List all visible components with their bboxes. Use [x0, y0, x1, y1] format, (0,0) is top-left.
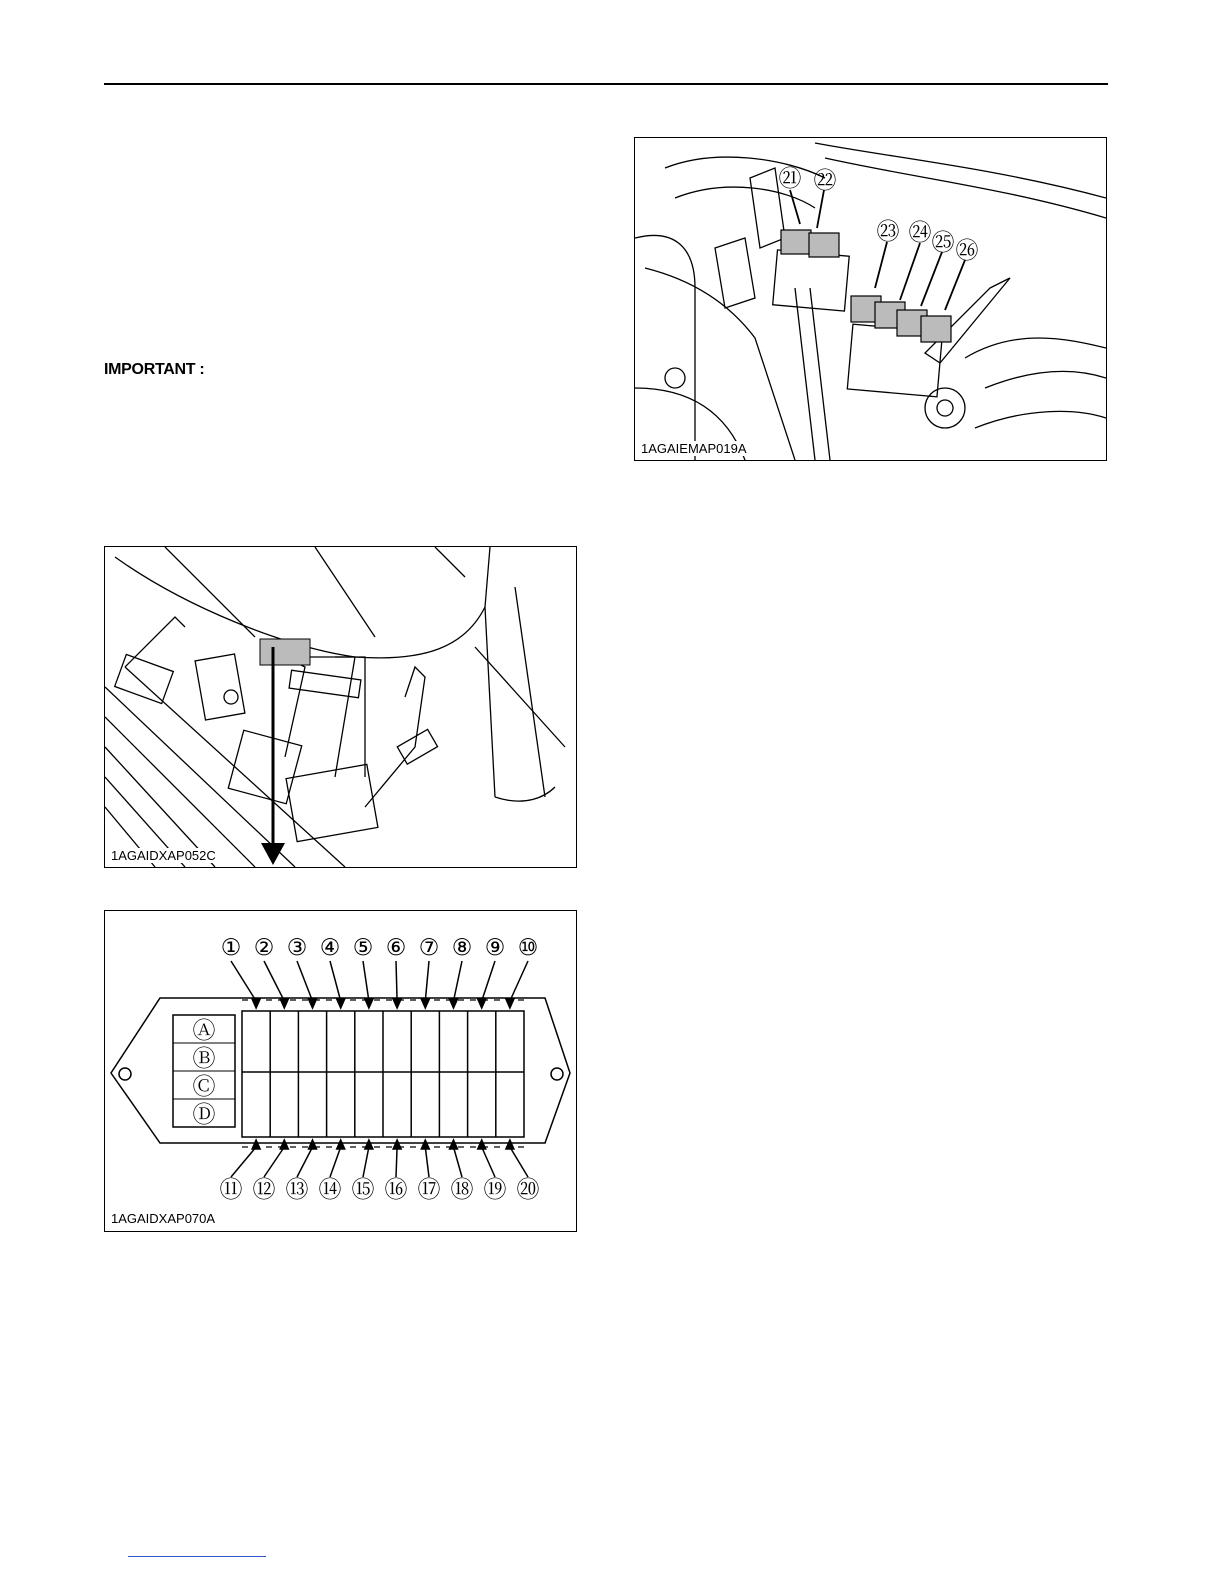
fuse-number-5: ⑤ [352, 935, 374, 961]
fuse-number-20: ⑳ [516, 1177, 540, 1203]
fuse-number-18: ⑱ [450, 1177, 474, 1203]
fuse-arrow-bottom [482, 1147, 495, 1177]
row-letter-b: Ⓑ [192, 1046, 216, 1072]
fuse-arrow-bottom [231, 1147, 256, 1177]
figure-pedal-area [104, 546, 577, 868]
fuse-number-14: ⑭ [318, 1177, 342, 1203]
fuse-box-diagram [105, 911, 576, 1231]
fuse-arrowhead-bottom [365, 1140, 373, 1149]
fuse-number-8: ⑧ [451, 935, 473, 961]
fuse-arrow-bottom [264, 1147, 284, 1177]
fuse-number-11: ⑪ [219, 1177, 243, 1203]
fuse-arrowhead-bottom [478, 1140, 486, 1149]
fuse-number-13: ⑬ [285, 1177, 309, 1203]
fuse-number-2: ② [253, 935, 275, 961]
fuse-arrow-top [510, 961, 528, 1001]
relay-number-25: ㉕ [931, 230, 955, 256]
relay-number-23: ㉓ [876, 219, 900, 245]
fuse-arrow-top [425, 961, 429, 1001]
fuse-number-1: ① [220, 935, 242, 961]
figure-fuse-box-caption: 1AGAIDXAP070A [111, 1211, 216, 1226]
fuse-arrow-bottom [396, 1147, 397, 1177]
fuse-number-12: ⑫ [252, 1177, 276, 1203]
row-letter-d: Ⓓ [192, 1102, 216, 1128]
figure-fuse-box [104, 910, 577, 1232]
relay-number-26: ㉖ [955, 238, 979, 264]
fuse-arrowhead-bottom [280, 1140, 288, 1149]
fuse-number-4: ④ [319, 935, 341, 961]
fuse-arrow-bottom [454, 1147, 463, 1177]
relay-number-22: ㉒ [813, 168, 837, 194]
fuse-arrow-top [264, 961, 284, 1001]
fuse-number-6: ⑥ [385, 935, 407, 961]
fuse-number-7: ⑦ [418, 935, 440, 961]
fuse-number-3: ③ [286, 935, 308, 961]
figure-pedal-caption: 1AGAIDXAP052C [111, 848, 216, 863]
fuse-arrow-top [297, 961, 313, 1001]
fuse-number-15: ⑮ [351, 1177, 375, 1203]
fuse-arrow-top [363, 961, 369, 1001]
row-letter-c: Ⓒ [192, 1074, 216, 1100]
header-rule [104, 83, 1108, 85]
fuse-number-16: ⑯ [384, 1177, 408, 1203]
fuse-arrow-top [231, 961, 256, 1001]
fuse-arrowhead-bottom [309, 1140, 317, 1149]
relays-illustration [635, 138, 1106, 460]
fuse-arrowhead-bottom [252, 1140, 260, 1149]
fuse-number-19: ⑲ [483, 1177, 507, 1203]
fuse-number-10: ⑩ [517, 935, 539, 961]
fuse-arrowhead-bottom [393, 1140, 401, 1149]
fuse-arrowhead-bottom [421, 1140, 429, 1149]
pedal-area-illustration [105, 547, 576, 867]
fuse-arrow-bottom [425, 1147, 429, 1177]
fuse-arrow-top [482, 961, 495, 1001]
fuse-arrow-bottom [297, 1147, 313, 1177]
fuse-number-9: ⑨ [484, 935, 506, 961]
important-label: IMPORTANT : [104, 361, 205, 378]
fuse-arrow-bottom [363, 1147, 369, 1177]
row-letter-a: Ⓐ [192, 1018, 216, 1044]
footer-link-underline [128, 1556, 266, 1557]
relay-number-24: ㉔ [908, 220, 932, 246]
fuse-number-17: ⑰ [417, 1177, 441, 1203]
figure-relays-caption: 1AGAIEMAP019A [641, 441, 747, 456]
fuse-arrow-top [396, 961, 397, 1001]
fuse-arrowhead-bottom [450, 1140, 458, 1149]
fuse-arrow-top [454, 961, 463, 1001]
fuse-arrow-bottom [510, 1147, 528, 1177]
relay-number-21: ㉑ [778, 166, 802, 192]
fuse-arrow-bottom [330, 1147, 341, 1177]
fuse-arrowhead-bottom [337, 1140, 345, 1149]
figure-relays [634, 137, 1107, 461]
fuse-arrow-top [330, 961, 341, 1001]
fuse-arrowhead-bottom [506, 1140, 514, 1149]
